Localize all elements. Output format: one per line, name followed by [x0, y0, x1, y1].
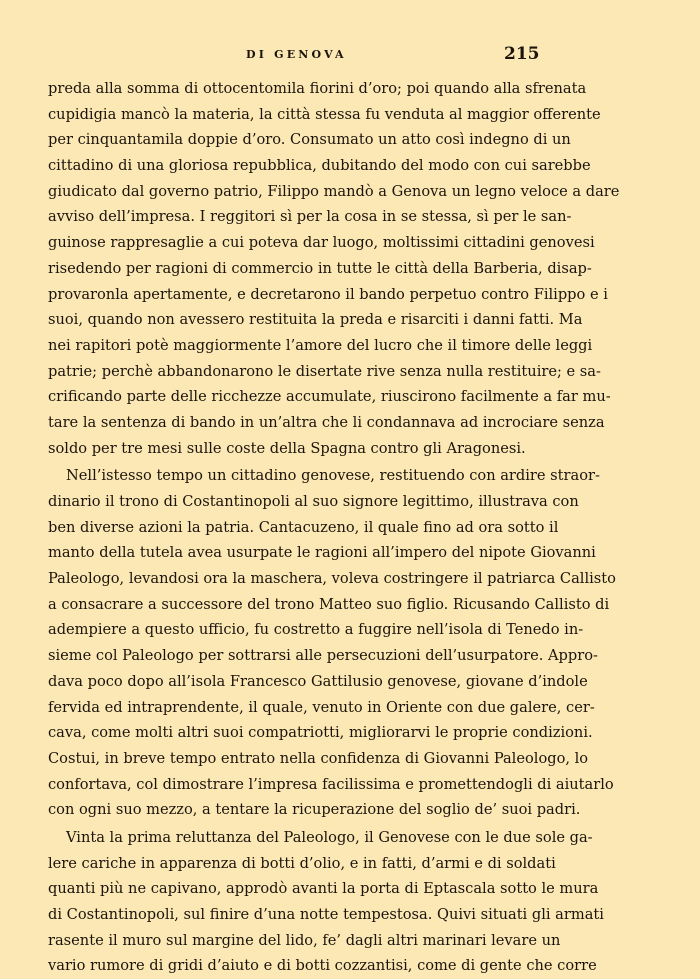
text-line: con ogni suo mezzo, a tentare la ricuperazione del soglio de’ suoi padri.: [48, 801, 581, 819]
text-line: guinose rappresaglie a cui poteva dar luogo, moltissimi cittadini genovesi: [48, 234, 595, 252]
running-header: [0, 44, 700, 68]
text-line: nei rapitori potè maggiormente l’amore del lucro che il timore delle leggi: [48, 336, 593, 354]
text-line: Costui, in breve tempo entrato nella confidenza di Giovanni Paleologo, lo: [48, 749, 589, 767]
text-line: cava, come molti altri suoi compatriotti, migliorarvi le proprie condizioni.: [48, 724, 593, 742]
running-title: DI GENOVA: [246, 48, 347, 61]
text-line: a consacrare a successore del trono Matteo suo figlio. Ricusando Callisto di: [48, 595, 610, 613]
text-line: di Costantinopoli, sul finire d’una notte tempestosa. Quivi situati gli armati: [48, 906, 604, 923]
text-line: avviso dell’impresa. I reggitori sì per la cosa in se stessa, sì per le san-: [48, 208, 572, 226]
text-line: lere cariche in apparenza di botti d’olio, e in fatti, d’armi e di soldati: [48, 854, 556, 872]
page-number: 215: [504, 44, 540, 64]
text-line: Paleologo, levandosi ora la maschera, voleva costringere il patriarca Callisto: [48, 570, 616, 588]
text-line: patrie; perchè abbandonarono le disertate rive senza nulla restituire; e sa-: [48, 362, 601, 380]
text-line: tare la sentenza di bando in un’altra che li condannava ad incrociare senza: [48, 413, 605, 431]
paragraph-2: [48, 463, 616, 823]
text-line: dinario il trono di Costantinopoli al suo signore legittimo, illustrava con: [48, 493, 579, 510]
text-line: Nell’istesso tempo un cittadino genovese, restituendo con ardire straor-: [66, 467, 600, 485]
text-line: vario rumore di gridi d’aiuto e di botti cozzantisi, come di gente che corre: [48, 957, 597, 975]
text-line: crificando parte delle ricchezze accumulate, riuscirono facilmente a far mu-: [48, 388, 611, 406]
text-line: rasente il muro sul margine del lido, fe’ dagli altri marinari levare un: [48, 931, 561, 949]
text-line: fervida ed intraprendente, il quale, venuto in Oriente con due galere, cer-: [48, 698, 595, 716]
text-line: ben diverse azioni la patria. Cantacuzeno, il quale fino ad ora sotto il: [48, 518, 559, 536]
text-line: quanti più ne capivano, approdò avanti la porta di Eptascala sotto le mura: [48, 880, 599, 898]
text-line: manto della tutela avea usurpate le ragioni all’impero del nipote Giovanni: [48, 544, 596, 562]
text-line: risedendo per ragioni di commercio in tutte le città della Barberia, disap-: [48, 259, 592, 277]
text-line: sieme col Paleologo per sottrarsi alle persecuzioni dell’usurpatore. Appro-: [48, 647, 598, 665]
paragraph-1: [48, 76, 620, 461]
text-line: provaronla apertamente, e decretarono il bando perpetuo contro Filippo e i: [48, 285, 608, 303]
paragraph-3: [48, 825, 604, 979]
text-line: adempiere a questo ufficio, fu costretto a fuggire nell’isola di Tenedo in-: [48, 621, 584, 639]
text-line: preda alla somma di ottocentomila fiorini d’oro; poi quando alla sfrenata: [48, 80, 587, 97]
text-line: per cinquantamila doppie d’oro. Consumato un atto così indegno di un: [48, 131, 571, 149]
text-line: cupidigia mancò la materia, la città stessa fu venduta al maggior offerente: [48, 105, 601, 123]
text-line: giudicato dal governo patrio, Filippo mandò a Genova un legno veloce a dare: [48, 182, 620, 200]
text-line: confortava, col dimostrare l’impresa facilissima e promettendogli di aiutarlo: [48, 775, 614, 793]
body-text: [48, 76, 620, 979]
text-line: soldo per tre mesi sulle coste della Spagna contro gli Aragonesi.: [48, 439, 526, 457]
text-line: dava poco dopo all’isola Francesco Gattilusio genovese, giovane d’indole: [48, 672, 588, 690]
text-line: Vinta la prima reluttanza del Paleologo, il Genovese con le due sole ga-: [66, 828, 593, 846]
text-line: suoi, quando non avessero restituita la preda e risarciti i danni fatti. Ma: [48, 311, 583, 329]
text-line: cittadino di una gloriosa repubblica, dubitando del modo con cui sarebbe: [48, 157, 591, 175]
